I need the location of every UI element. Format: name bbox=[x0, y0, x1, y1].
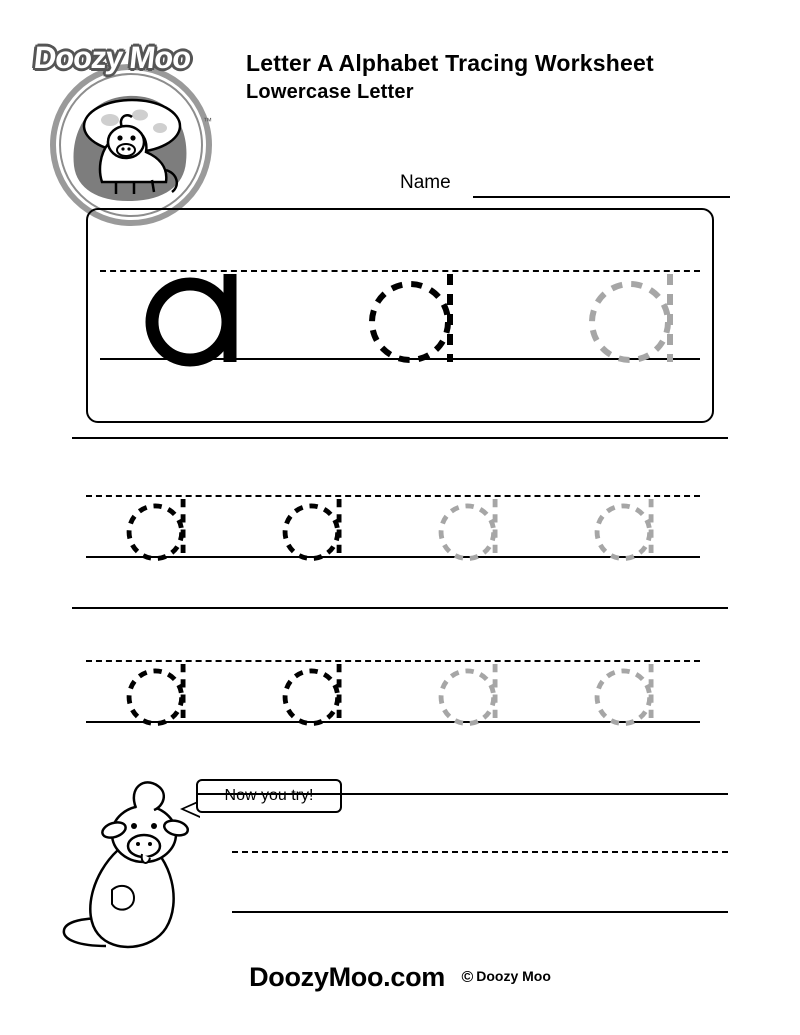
name-label: Name bbox=[400, 172, 451, 193]
name-field[interactable] bbox=[400, 172, 730, 202]
row1-letter-a-dashed-gray-2 bbox=[586, 487, 676, 565]
row2-letter-a-dashed-black-1 bbox=[118, 652, 208, 730]
title-secondary: Lowercase Letter bbox=[246, 81, 414, 103]
row2-letter-a-dashed-gray-1 bbox=[430, 652, 520, 730]
section-divider-1 bbox=[72, 437, 728, 439]
page-title bbox=[246, 48, 766, 106]
logo-wordmark: Doozy Moo bbox=[32, 40, 193, 75]
footer bbox=[0, 962, 800, 993]
footer-copyright bbox=[461, 968, 550, 986]
row3-baseline bbox=[232, 911, 728, 913]
row2-letter-a-dashed-gray-2 bbox=[586, 652, 676, 730]
cow-mushroom-icon bbox=[56, 70, 206, 220]
logo-trademark: ™ bbox=[203, 116, 212, 126]
name-write-line[interactable] bbox=[473, 196, 730, 198]
speech-bubble bbox=[196, 779, 342, 813]
letter-a-dashed-gray bbox=[576, 258, 706, 368]
doozy-moo-logo bbox=[28, 28, 218, 188]
footer-brand: DoozyMoo.com bbox=[249, 962, 445, 992]
row2-letter-a-dashed-black-2 bbox=[274, 652, 364, 730]
row3-dashed-guide bbox=[232, 851, 728, 853]
row3-topline bbox=[196, 793, 728, 795]
row1-letter-a-dashed-black-2 bbox=[274, 487, 364, 565]
copyright-icon: © bbox=[461, 968, 474, 986]
letter-a-solid bbox=[136, 258, 266, 368]
footer-copyright-text: Doozy Moo bbox=[476, 968, 551, 985]
logo-badge bbox=[50, 64, 212, 226]
large-practice-box bbox=[86, 208, 714, 423]
row1-letter-a-dashed-gray-1 bbox=[430, 487, 520, 565]
title-primary: Letter A Alphabet Tracing Worksheet bbox=[246, 50, 654, 76]
speech-bubble-text: Now you try! bbox=[224, 787, 314, 804]
letter-a-dashed-black bbox=[356, 258, 486, 368]
row1-letter-a-dashed-black-1 bbox=[118, 487, 208, 565]
section-divider-2 bbox=[72, 607, 728, 609]
